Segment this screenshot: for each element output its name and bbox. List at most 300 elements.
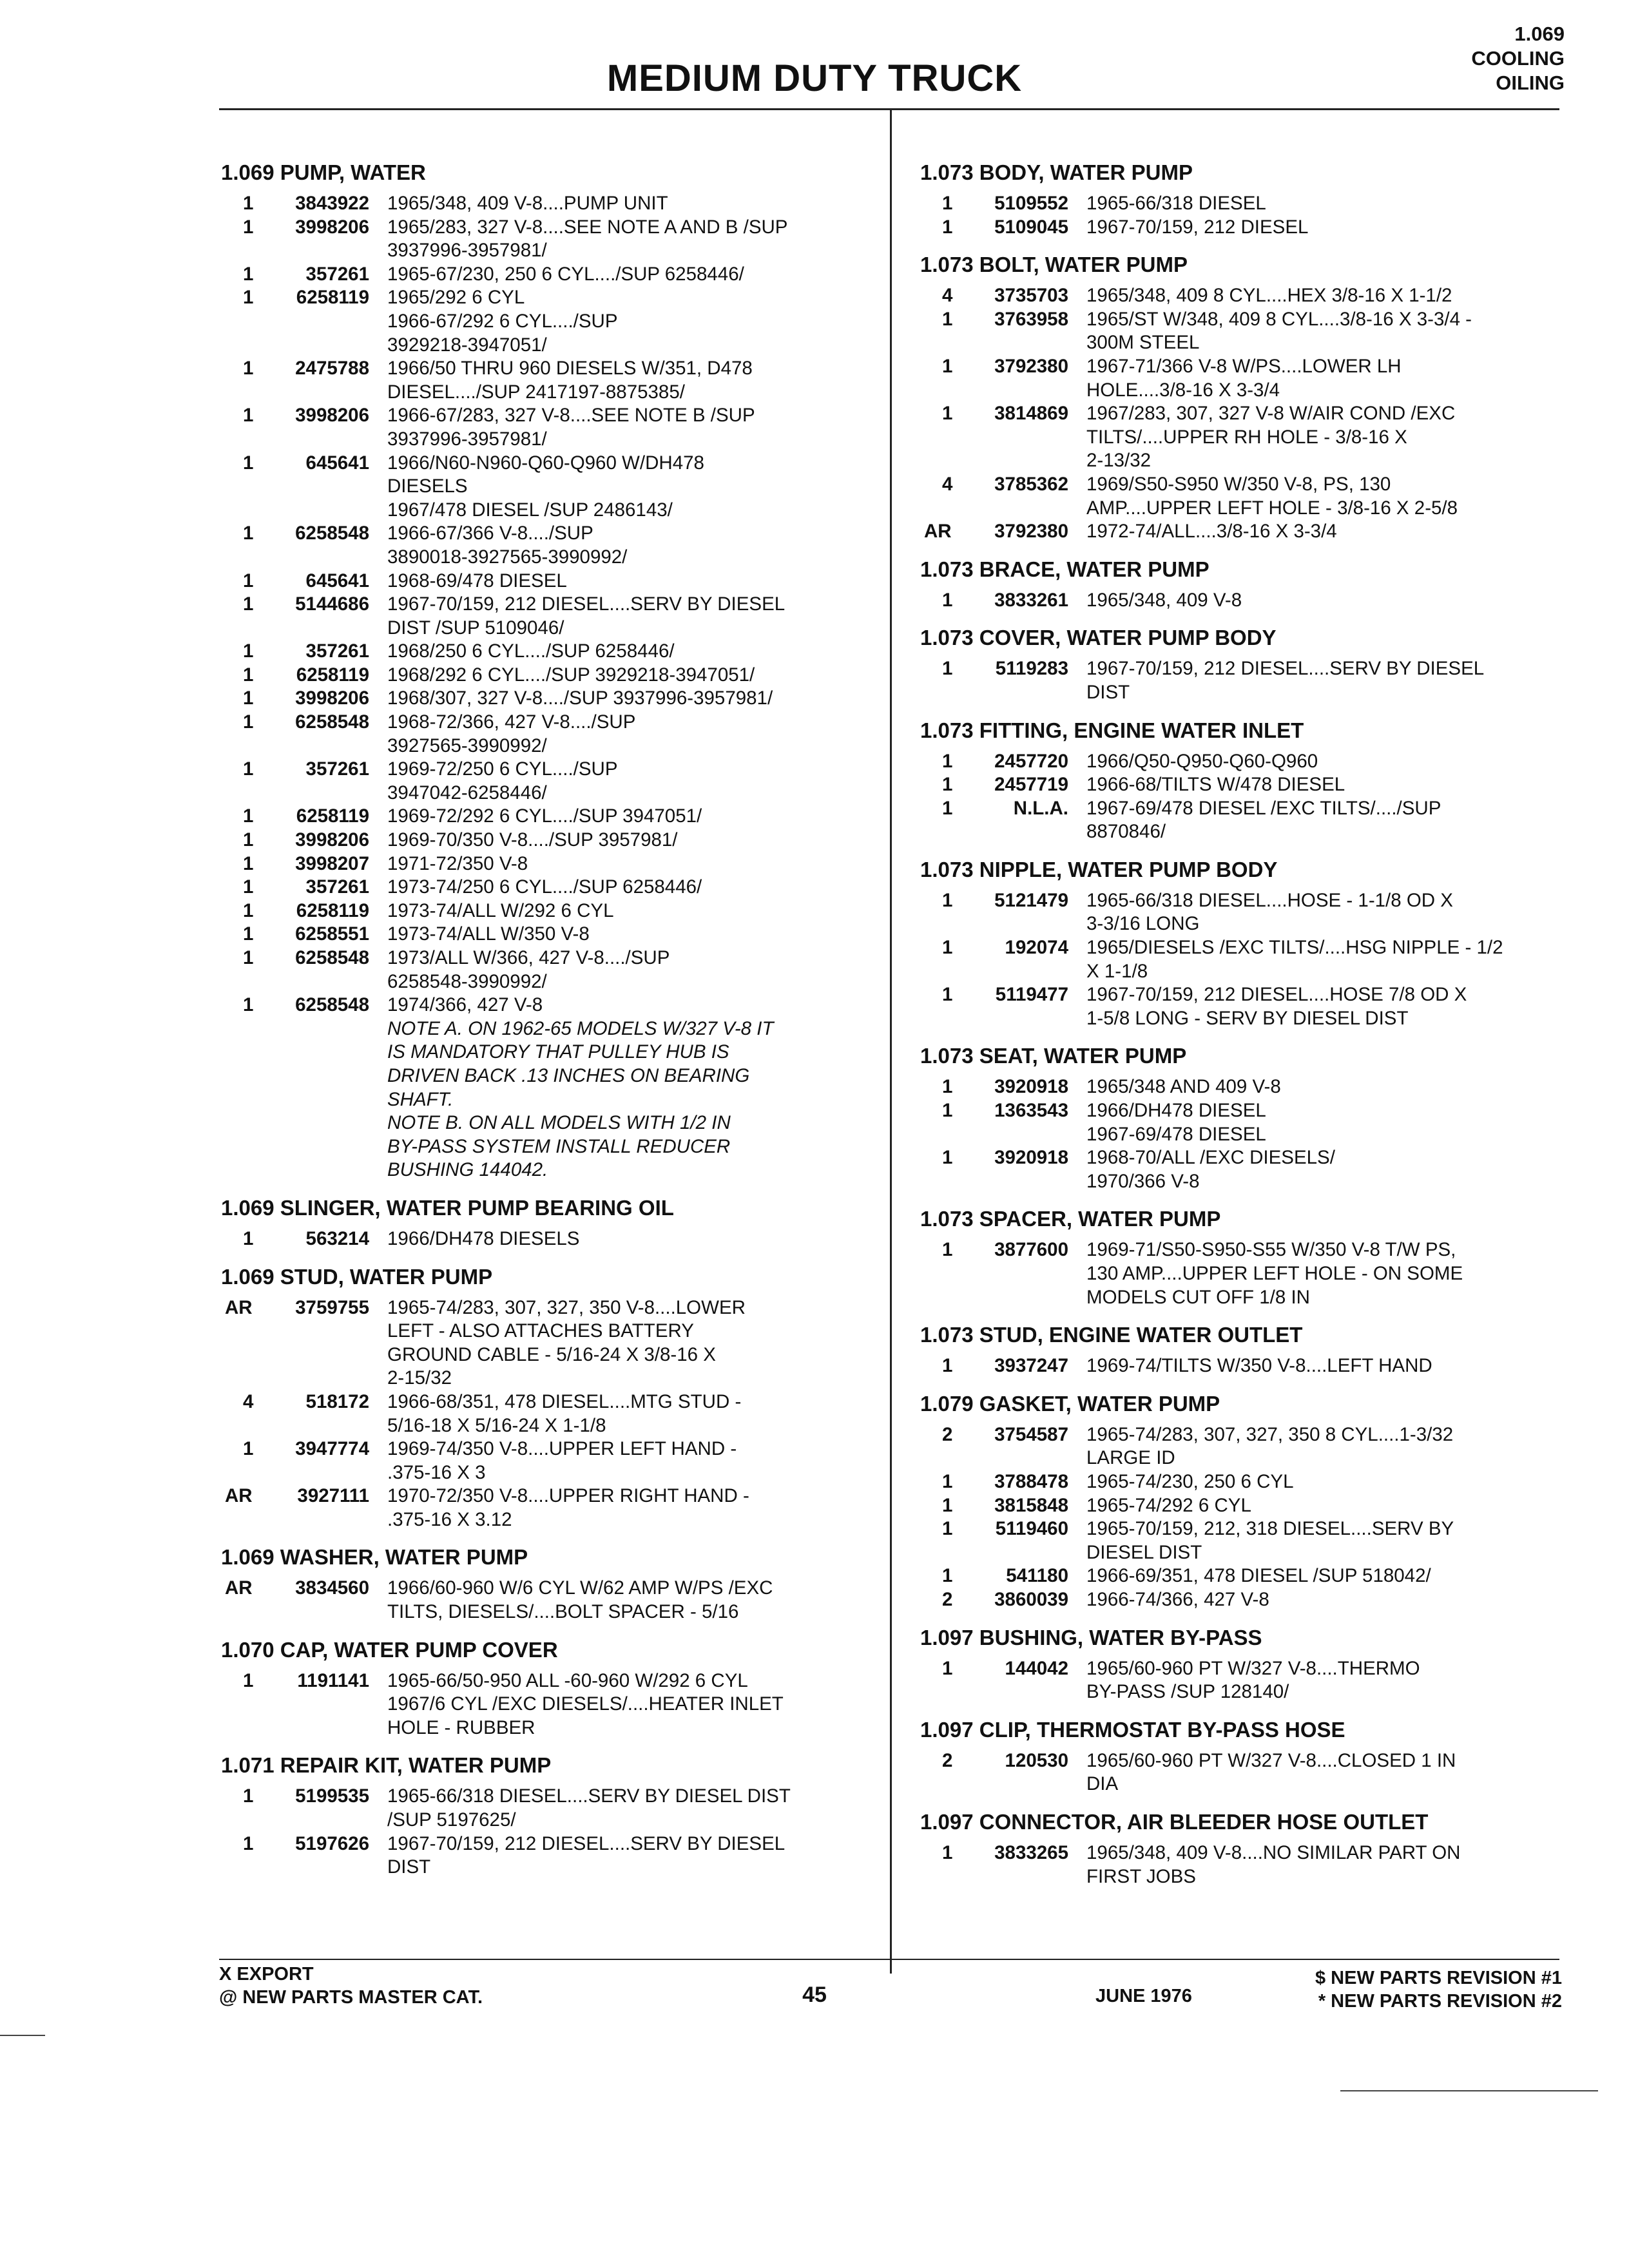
quantity: 1 [942, 193, 953, 214]
quantity: 1 [243, 1227, 254, 1249]
part-description: 1966-69/351, 478 DIESEL /SUP 518042/ [1086, 1565, 1431, 1587]
part-number: 5121479 [994, 889, 1068, 911]
part-description: 1967-70/159, 212 DIESEL....HOSE 7/8 OD X 1-5/8 LONG - SERV BY DIESEL DIST [1086, 984, 1467, 1029]
quantity: 1 [243, 216, 254, 238]
part-row [920, 1657, 1565, 1704]
part-number: 1363543 [994, 1100, 1068, 1122]
part-description: 1965-74/283, 307, 327, 350 V-8....LOWER LEFT - ALSO ATTACHES BATTERY GROUND CABLE - 5/16-24 X 3/8-16 X 2-15/32 [387, 1296, 746, 1389]
quantity: 1 [942, 1355, 953, 1377]
part-number: 357261 [305, 640, 369, 662]
part-row [920, 936, 1565, 983]
part-number: 3788478 [994, 1470, 1068, 1492]
quantity: 1 [942, 889, 953, 911]
section-heading: 1.097 CONNECTOR, AIR BLEEDER HOSE OUTLET [920, 1809, 1429, 1834]
part-row [920, 216, 1565, 240]
part-row [221, 1485, 872, 1532]
part-row [920, 750, 1565, 774]
parts-section [920, 557, 1565, 613]
quantity: 4 [243, 1390, 254, 1412]
quantity: 1 [243, 994, 254, 1016]
footer-rule [219, 1959, 1559, 1960]
part-number: 541180 [1006, 1565, 1068, 1587]
part-number: 5199535 [295, 1785, 369, 1807]
quantity: 2 [942, 1423, 953, 1445]
part-row [221, 1669, 872, 1740]
part-number: 120530 [1005, 1749, 1068, 1771]
quantity: 1 [243, 452, 254, 474]
part-number: 3920918 [994, 1147, 1068, 1169]
part-number: 3814869 [994, 403, 1068, 425]
part-row [920, 1494, 1565, 1518]
part-row [221, 947, 872, 994]
part-number: 3998206 [295, 829, 369, 851]
section-heading: 1.073 BOLT, WATER PUMP [920, 253, 1188, 277]
quantity: 1 [942, 1494, 953, 1516]
section-heading: 1.071 REPAIR KIT, WATER PUMP [221, 1753, 552, 1778]
part-description: 1965-66/318 DIESEL [1086, 193, 1266, 214]
parts-section [920, 1625, 1565, 1704]
quantity: 1 [243, 640, 254, 662]
part-description: 1969-70/350 V-8..../SUP 3957981/ [387, 829, 678, 851]
part-row [221, 286, 872, 357]
quantity: 1 [243, 358, 254, 380]
quantity: 1 [243, 1438, 254, 1460]
part-row [221, 876, 872, 899]
part-row [221, 758, 872, 805]
quantity: 1 [243, 852, 254, 874]
parts-section [221, 1264, 872, 1532]
part-description: 1968/292 6 CYL..../SUP 3929218-3947051/ [387, 664, 755, 686]
part-description: 1965-67/230, 250 6 CYL..../SUP 6258446/ [387, 263, 744, 285]
quantity: 1 [243, 829, 254, 851]
part-number: 192074 [1005, 937, 1068, 959]
part-description: 1966-68/TILTS W/478 DIESEL [1086, 774, 1345, 796]
part-number: 5119460 [995, 1518, 1068, 1540]
quantity: 1 [243, 593, 254, 615]
part-description: 1966-67/283, 327 V-8....SEE NOTE B /SUP 3937996-3957981/ [387, 405, 755, 450]
part-row [920, 284, 1565, 308]
part-description: 1966/50 THRU 960 DIESELS W/351, D478 DIESEL..../SUP 2417197-8875385/ [387, 358, 753, 403]
part-row [221, 994, 872, 1017]
section-heading: 1.073 FITTING, ENGINE WATER INLET [920, 718, 1304, 742]
quantity: 1 [942, 750, 953, 772]
section-heading: 1.079 GASKET, WATER PUMP [920, 1391, 1220, 1416]
note-row [221, 1017, 872, 1111]
part-description: 1973-74/250 6 CYL..../SUP 6258446/ [387, 876, 702, 898]
part-description: 1965/60-960 PT W/327 V-8....THERMO BY-PASS /SUP 128140/ [1086, 1657, 1420, 1703]
part-description: 1967-70/159, 212 DIESEL....SERV BY DIESEL DIST [387, 1832, 786, 1878]
quantity: 2 [942, 1749, 953, 1771]
part-number [265, 1111, 387, 1182]
quantity: 1 [243, 287, 254, 309]
page-number: 45 [802, 1983, 827, 2007]
part-description: 1967/283, 307, 327 V-8 W/AIR COND /EXC TILTS/....UPPER RH HOLE - 3/8-16 X 2-13/32 [1086, 403, 1456, 472]
part-number: 3920918 [994, 1076, 1068, 1098]
part-row [221, 1437, 872, 1485]
part-description: 1965/ST W/348, 409 8 CYL....3/8-16 X 3-3/4 - 300M STEEL [1086, 308, 1472, 354]
part-description: 1965-70/159, 212, 318 DIESEL....SERV BY DIESEL DIST [1086, 1518, 1454, 1563]
parts-section [221, 1753, 872, 1879]
part-number: 6258119 [296, 899, 369, 921]
part-description: 1967-70/159, 212 DIESEL....SERV BY DIESEL DIST /SUP 5109046/ [387, 593, 786, 639]
quantity: 1 [243, 570, 254, 591]
scan-mark [1340, 2090, 1598, 2091]
part-description: 1966/DH478 DIESEL 1967-69/478 DIESEL [1086, 1100, 1266, 1145]
part-number: 563214 [305, 1227, 369, 1249]
quantity: 1 [942, 403, 953, 425]
part-description: 1965/348, 409 8 CYL....HEX 3/8-16 X 1-1/2 [1086, 285, 1452, 307]
footer-master-note: @ NEW PARTS MASTER CAT. [219, 1987, 483, 2008]
quantity: 1 [243, 805, 254, 827]
quantity: 1 [243, 758, 254, 780]
part-row [221, 899, 872, 923]
part-number: 3998206 [295, 216, 369, 238]
part-number: 3843922 [295, 193, 369, 214]
part-description: 1968-69/478 DIESEL [387, 570, 567, 591]
part-description: 1966/N60-N960-Q60-Q960 W/DH478 DIESELS 1967/478 DIESEL /SUP 2486143/ [387, 452, 704, 521]
part-description: 1969/S50-S950 W/350 V-8, PS, 130 AMP....UPPER LEFT HOLE - 3/8-16 X 2-5/8 [1086, 473, 1458, 519]
parts-section [221, 1637, 872, 1740]
part-row [920, 1470, 1565, 1494]
parts-section [920, 1322, 1565, 1378]
quantity: 1 [942, 1841, 953, 1863]
parts-section [920, 252, 1565, 544]
part-row [221, 1296, 872, 1390]
quantity: 1 [942, 1657, 953, 1679]
section-heading: 1.073 STUD, ENGINE WATER OUTLET [920, 1323, 1303, 1347]
part-number: 6258551 [295, 923, 369, 945]
part-number: 5119283 [995, 658, 1068, 680]
quantity: 1 [942, 1239, 953, 1261]
parts-section [221, 160, 872, 1182]
quantity: 1 [243, 923, 254, 945]
part-row [920, 1588, 1565, 1612]
parts-section [221, 1195, 872, 1251]
quantity: 1 [243, 523, 254, 544]
part-description: 1969-74/350 V-8....UPPER LEFT HAND - .375-16 X 3 [387, 1438, 737, 1483]
quantity: 2 [942, 1588, 953, 1610]
quantity: 1 [942, 984, 953, 1006]
part-number: 3998206 [295, 687, 369, 709]
quantity: 1 [942, 355, 953, 377]
part-row [221, 852, 872, 876]
quantity: 1 [942, 1076, 953, 1098]
part-description: 1965/283, 327 V-8....SEE NOTE A AND B /SUP 3937996-3957981/ [387, 216, 788, 262]
section-heading: 1.073 BODY, WATER PUMP [920, 160, 1193, 184]
part-description: 1965/348, 409 V-8....NO SIMILAR PART ON FIRST JOBS [1086, 1841, 1461, 1887]
part-number: 6258119 [296, 664, 369, 686]
quantity: 4 [942, 285, 953, 307]
quantity: 1 [942, 774, 953, 796]
part-description: 1965/DIESELS /EXC TILTS/....HSG NIPPLE - 1/2 X 1-1/8 [1086, 937, 1503, 982]
parts-section [221, 1544, 872, 1624]
part-number: 3877600 [994, 1239, 1068, 1261]
part-number: 6258548 [295, 711, 369, 733]
part-row [920, 1749, 1565, 1796]
section-code-block [1471, 22, 1565, 95]
parts-section [920, 1717, 1565, 1796]
part-row [920, 473, 1565, 520]
quantity: 1 [942, 1470, 953, 1492]
part-description: 1967-70/159, 212 DIESEL [1086, 216, 1309, 238]
parts-section [920, 625, 1565, 704]
part-number: 5109552 [994, 193, 1068, 214]
part-description: 1965-66/50-950 ALL -60-960 W/292 6 CYL 1967/6 CYL /EXC DIESELS/....HEATER INLET HOLE - RUBBER [387, 1669, 784, 1738]
part-row [221, 829, 872, 852]
part-number: 5144686 [295, 593, 369, 615]
part-row [920, 1354, 1565, 1378]
part-description: 1966-74/366, 427 V-8 [1086, 1588, 1269, 1610]
part-row [221, 687, 872, 711]
part-number: 645641 [305, 570, 369, 591]
quantity: 1 [942, 1518, 953, 1540]
part-number: 3763958 [994, 308, 1068, 330]
part-description: 1967-69/478 DIESEL /EXC TILTS/..../SUP 8870846/ [1086, 797, 1441, 843]
column-divider [890, 108, 892, 1974]
part-number: 3927111 [297, 1485, 369, 1507]
quantity: 1 [942, 216, 953, 238]
part-description: 1969-72/250 6 CYL..../SUP 3947042-6258446/ [387, 758, 618, 803]
section-category-oiling: OILING [1496, 72, 1565, 94]
quantity: 1 [243, 711, 254, 733]
quantity: 1 [942, 589, 953, 611]
part-description: 1965/348, 409 V-8 [1086, 589, 1242, 611]
part-row [920, 1423, 1565, 1470]
part-description: 1969-74/TILTS W/350 V-8....LEFT HAND [1086, 1355, 1432, 1377]
quantity: AR [225, 1577, 253, 1599]
part-row [920, 1517, 1565, 1564]
part-row [221, 1785, 872, 1832]
part-description: NOTE B. ON ALL MODELS WITH 1/2 IN BY-PASS SYSTEM INSTALL REDUCER BUSHING 144042. [387, 1112, 731, 1181]
part-description: NOTE A. ON 1962-65 MODELS W/327 V-8 IT IS MANDATORY THAT PULLEY HUB IS DRIVEN BACK .13 INCHES ON BEARING SHAFT. [387, 1017, 774, 1110]
page-title: MEDIUM DUTY TRUCK [606, 57, 1023, 99]
parts-section [920, 857, 1565, 1031]
part-row [920, 1099, 1565, 1146]
quantity: 1 [243, 947, 254, 968]
part-description: 1968-70/ALL /EXC DIESELS/ 1970/366 V-8 [1086, 1147, 1335, 1192]
part-description: 1966-68/351, 478 DIESEL....MTG STUD - 5/16-18 X 5/16-24 X 1-1/8 [387, 1390, 742, 1436]
part-description: 1966/DH478 DIESELS [387, 1227, 580, 1249]
part-number: 2457720 [994, 750, 1068, 772]
part-row [221, 1832, 872, 1879]
scan-mark [0, 2035, 45, 2036]
part-row [221, 404, 872, 451]
section-heading: 1.069 PUMP, WATER [221, 160, 426, 184]
part-row [920, 308, 1565, 355]
part-number: 3759755 [295, 1296, 369, 1318]
part-number: 3834560 [295, 1577, 369, 1599]
part-row [920, 773, 1565, 797]
quantity: 1 [243, 405, 254, 427]
quantity: 1 [942, 1147, 953, 1169]
part-row [221, 664, 872, 687]
part-row [920, 889, 1565, 936]
part-number: 6258548 [295, 523, 369, 544]
part-description: 1965-74/292 6 CYL [1086, 1494, 1251, 1516]
part-number: 6258548 [295, 994, 369, 1016]
footer-export-note: X EXPORT [219, 1964, 314, 1984]
part-number: 3833261 [994, 589, 1068, 611]
part-description: 1973-74/ALL W/292 6 CYL [387, 899, 614, 921]
section-heading: 1.069 SLINGER, WATER PUMP BEARING OIL [221, 1195, 674, 1220]
part-number: 3792380 [994, 521, 1068, 543]
section-category-cooling: COOLING [1471, 47, 1565, 70]
part-description: 1965/292 6 CYL 1966-67/292 6 CYL..../SUP 3929218-3947051/ [387, 287, 618, 356]
quantity: AR [924, 521, 952, 543]
part-number: 5109045 [994, 216, 1068, 238]
part-number: 6258119 [296, 287, 369, 309]
part-row [221, 216, 872, 263]
part-number: 3815848 [994, 1494, 1068, 1516]
part-row [920, 797, 1565, 844]
part-description: 1971-72/350 V-8 [387, 852, 528, 874]
quantity: 1 [942, 797, 953, 819]
section-heading: 1.097 CLIP, THERMOSTAT BY-PASS HOSE [920, 1717, 1345, 1742]
part-row [221, 1227, 872, 1251]
part-number: 3833265 [994, 1841, 1068, 1863]
part-number: 3735703 [994, 285, 1068, 307]
part-row [221, 522, 872, 569]
parts-section [920, 1809, 1565, 1888]
part-row [221, 805, 872, 829]
part-row [920, 1564, 1565, 1588]
part-description: 1969-71/S50-S950-S55 W/350 V-8 T/W PS, 130 AMP....UPPER LEFT HOLE - ON SOME MODELS CUT OFF 1/8 IN [1086, 1239, 1463, 1308]
quantity: 1 [243, 1832, 254, 1854]
part-row [221, 923, 872, 947]
part-description: 1965/348, 409 V-8....PUMP UNIT [387, 193, 668, 214]
part-row [920, 657, 1565, 704]
section-heading: 1.097 BUSHING, WATER BY-PASS [920, 1625, 1262, 1649]
part-description: 1969-72/292 6 CYL..../SUP 3947051/ [387, 805, 702, 827]
parts-section [920, 160, 1565, 239]
part-row [920, 1146, 1565, 1193]
part-description: 1966/60-960 W/6 CYL W/62 AMP W/PS /EXC TILTS, DIESELS/....BOLT SPACER - 5/16 [387, 1577, 773, 1623]
part-description: 1966/Q50-Q950-Q60-Q960 [1086, 750, 1318, 772]
quantity: 1 [942, 937, 953, 959]
part-description: 1968-72/366, 427 V-8..../SUP 3927565-3990992/ [387, 711, 636, 756]
part-description: 1965/60-960 PT W/327 V-8....CLOSED 1 IN DIA [1086, 1749, 1456, 1795]
part-number: 6258119 [296, 805, 369, 827]
footer-revision-1: $ NEW PARTS REVISION #1 [1315, 1968, 1562, 1988]
right-column [920, 160, 1565, 1901]
parts-section [920, 718, 1565, 844]
quantity: 1 [243, 687, 254, 709]
section-heading: 1.069 WASHER, WATER PUMP [221, 1545, 528, 1570]
part-number [265, 1017, 387, 1111]
section-heading: 1.073 NIPPLE, WATER PUMP BODY [920, 857, 1278, 881]
header-rule [219, 108, 1559, 110]
part-number: 3792380 [994, 355, 1068, 377]
part-row [221, 357, 872, 404]
part-description: 1972-74/ALL....3/8-16 X 3-3/4 [1086, 521, 1337, 543]
part-number: 3860039 [994, 1588, 1068, 1610]
part-number: 2475788 [295, 358, 369, 380]
part-description: 1967-70/159, 212 DIESEL....SERV BY DIESEL DIST [1086, 658, 1485, 703]
part-number: 3947774 [295, 1438, 369, 1460]
parts-section [920, 1391, 1565, 1612]
section-heading: 1.073 BRACE, WATER PUMP [920, 557, 1210, 581]
quantity [221, 1017, 265, 1111]
part-number: 357261 [305, 758, 369, 780]
part-row [920, 1075, 1565, 1099]
part-row [920, 1238, 1565, 1309]
part-row [221, 452, 872, 523]
part-number: 5197626 [295, 1832, 369, 1854]
part-row [221, 640, 872, 664]
part-description: 1965/348 AND 409 V-8 [1086, 1076, 1281, 1098]
section-heading: 1.070 CAP, WATER PUMP COVER [221, 1637, 558, 1662]
quantity: 1 [942, 658, 953, 680]
parts-section [920, 1043, 1565, 1193]
quantity [221, 1111, 265, 1182]
part-description: 1965-74/230, 250 6 CYL [1086, 1470, 1294, 1492]
part-row [920, 402, 1565, 473]
part-row [221, 570, 872, 593]
part-number: 6258548 [295, 947, 369, 968]
part-number: 3937247 [994, 1355, 1068, 1377]
part-row [221, 263, 872, 287]
quantity: 1 [243, 876, 254, 898]
part-description: 1970-72/350 V-8....UPPER RIGHT HAND - .375-16 X 3.12 [387, 1485, 749, 1530]
part-row [920, 520, 1565, 544]
part-description: 1965-66/318 DIESEL....HOSE - 1-1/8 OD X 3-3/16 LONG [1086, 889, 1453, 935]
part-row [221, 1390, 872, 1437]
section-heading: 1.073 SPACER, WATER PUMP [920, 1207, 1221, 1231]
quantity: 1 [243, 1785, 254, 1807]
part-description: 1967-71/366 V-8 W/PS....LOWER LH HOLE....3/8-16 X 3-3/4 [1086, 355, 1402, 401]
quantity: 1 [243, 1669, 254, 1691]
part-number: 3754587 [994, 1423, 1068, 1445]
part-description: 1965-74/283, 307, 327, 350 8 CYL....1-3/32 LARGE ID [1086, 1423, 1454, 1469]
part-number: 1191141 [297, 1669, 369, 1691]
part-row [920, 192, 1565, 216]
part-number: 3785362 [994, 473, 1068, 495]
footer-legend-right [1315, 1966, 1562, 2013]
section-heading: 1.073 COVER, WATER PUMP BODY [920, 626, 1277, 650]
section-heading: 1.073 SEAT, WATER PUMP [920, 1044, 1187, 1068]
part-row [221, 192, 872, 216]
parts-section [920, 1206, 1565, 1309]
part-number: 144042 [1005, 1657, 1068, 1679]
publication-date: JUNE 1976 [1095, 1986, 1192, 2006]
part-number: 3998206 [295, 405, 369, 427]
quantity: 4 [942, 473, 953, 495]
part-description: 1974/366, 427 V-8 [387, 994, 543, 1016]
quantity: 1 [243, 263, 254, 285]
part-description: 1968/250 6 CYL..../SUP 6258446/ [387, 640, 675, 662]
part-number: 5119477 [995, 984, 1068, 1006]
quantity: 1 [243, 899, 254, 921]
section-code: 1.069 [1514, 23, 1565, 45]
left-column [221, 160, 872, 1892]
part-number: 645641 [305, 452, 369, 474]
quantity: 1 [942, 1565, 953, 1587]
quantity: AR [225, 1485, 253, 1507]
quantity: 1 [942, 1100, 953, 1122]
part-row [221, 711, 872, 758]
part-row [920, 589, 1565, 613]
quantity: 1 [942, 308, 953, 330]
part-row [920, 983, 1565, 1030]
quantity: AR [225, 1296, 253, 1318]
part-number: 518172 [305, 1390, 369, 1412]
footer-revision-2: * NEW PARTS REVISION #2 [1318, 1991, 1562, 2012]
part-number: N.L.A. [1013, 797, 1068, 819]
quantity: 1 [243, 193, 254, 214]
part-description: 1973-74/ALL W/350 V-8 [387, 923, 590, 945]
part-number: 3998207 [295, 852, 369, 874]
quantity: 1 [243, 664, 254, 686]
